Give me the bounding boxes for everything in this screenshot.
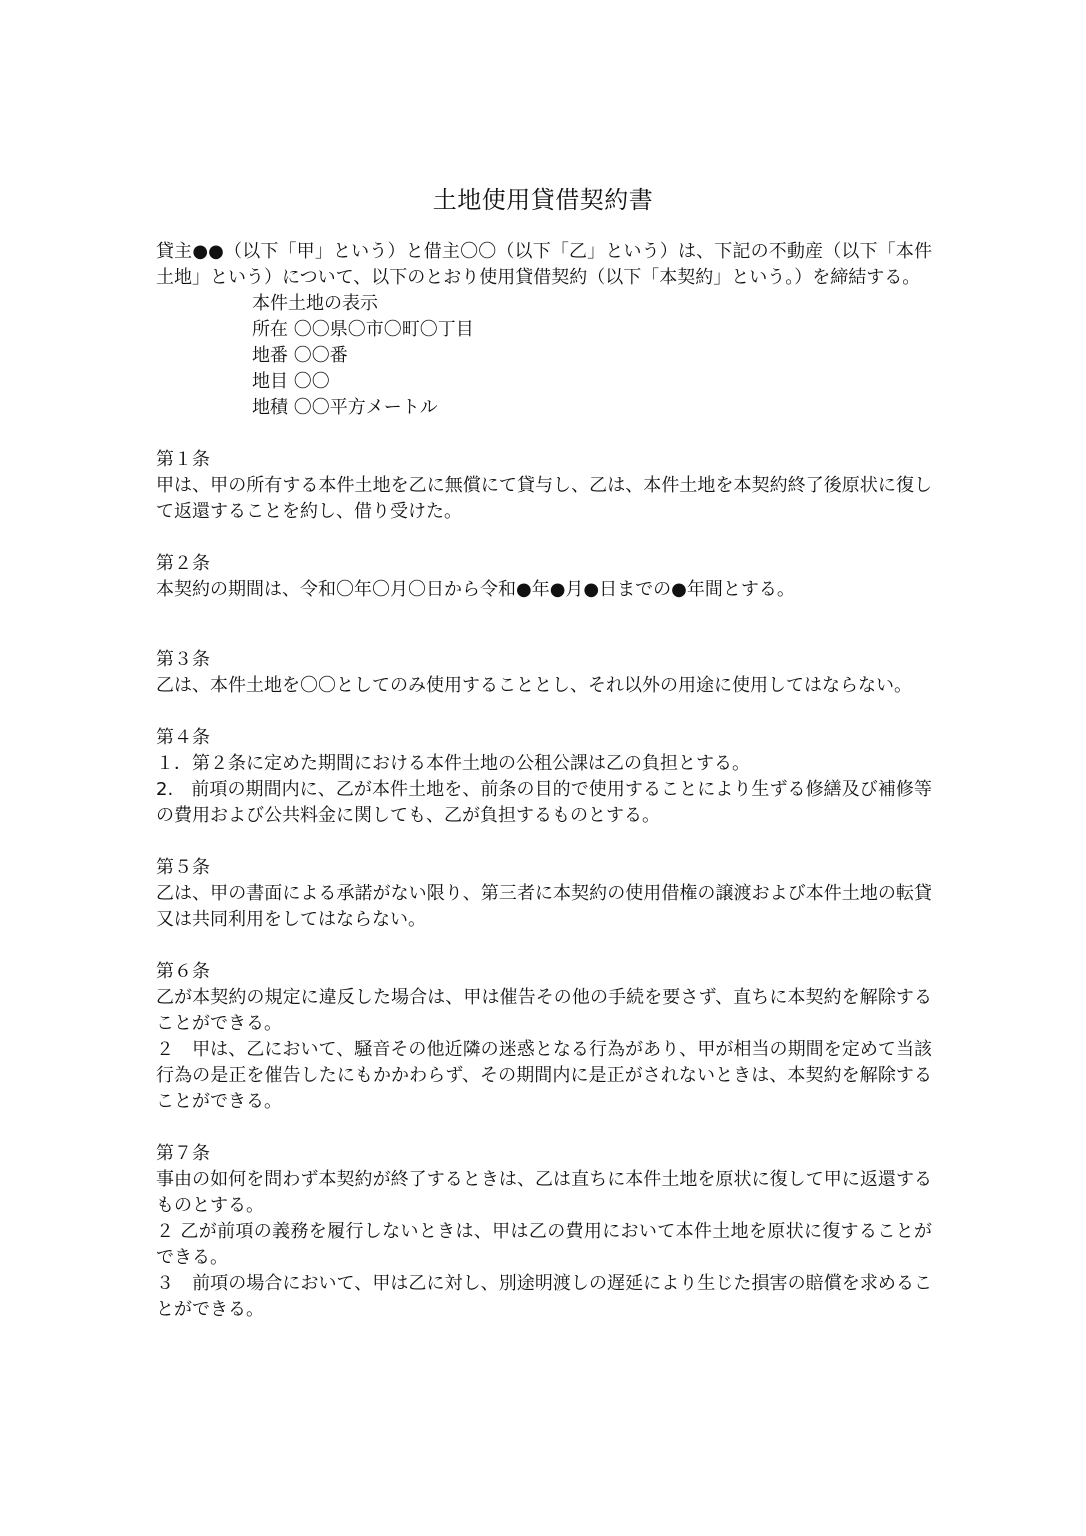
article-6: [156, 959, 932, 1115]
article-paragraph: 2. 前項の期間内に、乙が本件土地を、前条の目的で使用することにより生ずる修繕及び補修等の費用および公共料金に関しても、乙が負担するものとする。: [156, 779, 932, 826]
land-description: [252, 291, 932, 421]
article-paragraph: ３ 前項の場合において、甲は乙に対し、別途明渡しの遅延により生じた損害の賠償を求めることができる。: [156, 1273, 932, 1320]
article-1: [156, 447, 932, 525]
article-paragraph: 事由の如何を問わず本契約が終了するときは、乙は直ちに本件土地を原状に復して甲に返還するものとする。: [156, 1169, 932, 1216]
land-category: 地目 〇〇: [252, 371, 330, 392]
article-7: [156, 1141, 932, 1323]
article-5: [156, 855, 932, 933]
article-paragraph: 乙が本契約の規定に違反した場合は、甲は催告その他の手続を要さず、直ちに本契約を解除することができる。: [156, 987, 932, 1034]
article-heading: 第３条: [156, 649, 210, 670]
preamble: 貸主●●（以下「甲」という）と借主〇〇（以下「乙」という）は、下記の不動産（以下「本件土地」という）について、以下のとおり使用貸借契約（以下「本契約」という。）を締結する。: [156, 241, 932, 288]
document-body: [156, 239, 932, 1323]
article-paragraph: ２ 甲は、乙において、騒音その他近隣の迷惑となる行為があり、甲が相当の期間を定めて当該行為の是正を催告したにもかかわらず、その期間内に是正がされないときは、本契約を解除することができる。: [156, 1039, 932, 1112]
land-heading: 本件土地の表示: [252, 293, 378, 314]
article-heading: 第４条: [156, 727, 210, 748]
land-area: 地積 〇〇平方メートル: [252, 397, 438, 418]
article-paragraph: 乙は、甲の書面による承諾がない限り、第三者に本契約の使用借権の譲渡および本件土地の転貸又は共同利用をしてはならない。: [156, 883, 932, 930]
article-paragraph: １．第２条に定めた期間における本件土地の公租公課は乙の負担とする。: [156, 753, 750, 774]
article-heading: 第６条: [156, 961, 210, 982]
article-heading: 第２条: [156, 553, 210, 574]
article-heading: 第５条: [156, 857, 210, 878]
article-paragraph: ２ 乙が前項の義務を履行しないときは、甲は乙の費用において本件土地を原状に復することができる。: [156, 1221, 932, 1268]
land-number: 地番 〇〇番: [252, 345, 348, 366]
article-heading: 第１条: [156, 449, 210, 470]
land-location: 所在 〇〇県〇市〇町〇丁目: [252, 319, 474, 340]
document-title: 土地使用貸借契約書: [432, 186, 654, 214]
article-2: [156, 551, 932, 603]
article-paragraph: 乙は、本件土地を〇〇としてのみ使用することとし、それ以外の用途に使用してはならない。: [156, 675, 912, 696]
article-heading: 第７条: [156, 1143, 210, 1164]
article-paragraph: 本契約の期間は、令和〇年〇月〇日から令和●年●月●日までの●年間とする。: [156, 579, 795, 600]
article-3: [156, 647, 932, 699]
article-paragraph: 甲は、甲の所有する本件土地を乙に無償にて貸与し、乙は、本件土地を本契約終了後原状に復して返還することを約し、借り受けた。: [156, 475, 932, 522]
article-4: [156, 725, 932, 829]
